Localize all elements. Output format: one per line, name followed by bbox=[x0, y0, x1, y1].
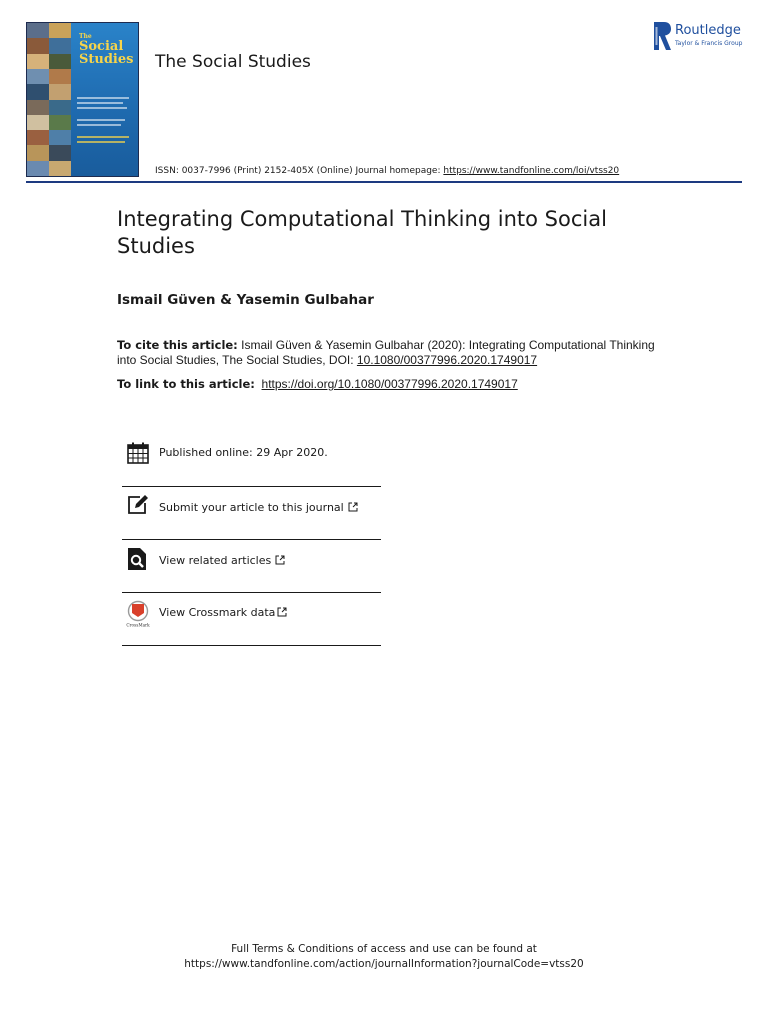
calendar-icon bbox=[126, 441, 150, 465]
cite-doi-link[interactable]: 10.1080/00377996.2020.1749017 bbox=[356, 353, 538, 367]
issn-text: ISSN: 0037-7996 (Print) 2152-405X (Online) Journal homepage: bbox=[155, 166, 444, 176]
publisher-logo[interactable] bbox=[654, 22, 746, 52]
article-link-row bbox=[117, 377, 518, 391]
cite-label: To cite this article: bbox=[117, 338, 238, 352]
published-row bbox=[122, 434, 381, 487]
external-link-icon bbox=[277, 607, 287, 617]
link-label: To link to this article: bbox=[117, 377, 255, 391]
related-articles-row[interactable] bbox=[122, 540, 381, 593]
page-footer bbox=[0, 942, 768, 972]
publisher-name: Routledge bbox=[675, 23, 741, 38]
submit-article-row[interactable] bbox=[122, 487, 381, 540]
cover-title-line1: Social bbox=[79, 39, 124, 54]
routledge-r-icon bbox=[654, 22, 671, 50]
crossmark-logo-text: CrossMark bbox=[126, 622, 150, 628]
issn-line bbox=[155, 166, 619, 176]
crossmark-row[interactable] bbox=[122, 593, 381, 646]
publisher-group: Taylor & Francis Group bbox=[675, 40, 743, 47]
crossmark-link[interactable] bbox=[159, 606, 287, 619]
cover-title-the: The bbox=[79, 33, 92, 40]
cover-text-line bbox=[77, 136, 129, 138]
published-date: Published online: 29 Apr 2020. bbox=[159, 446, 328, 459]
cover-title bbox=[79, 33, 139, 66]
citation-block bbox=[117, 338, 662, 368]
footer-terms-text: Full Terms & Conditions of access and use can be found at bbox=[231, 943, 537, 955]
article-title: Integrating Computational Thinking into Social Studies bbox=[117, 207, 607, 258]
journal-cover bbox=[26, 22, 139, 177]
cover-text-line bbox=[77, 107, 127, 109]
submit-article-link[interactable] bbox=[159, 501, 358, 514]
journal-homepage-link[interactable]: https://www.tandfonline.com/loi/vtss20 bbox=[443, 166, 620, 176]
crossmark-icon bbox=[124, 600, 152, 628]
cover-photo-mosaic bbox=[27, 23, 71, 176]
related-articles-link[interactable] bbox=[159, 554, 285, 567]
cover-text-line bbox=[77, 97, 129, 99]
submit-article-label: Submit your article to this journal bbox=[159, 501, 344, 514]
cover-text-line bbox=[77, 119, 125, 121]
related-articles-label: View related articles bbox=[159, 554, 272, 567]
cover-text-line bbox=[77, 141, 125, 143]
document-search-icon bbox=[126, 547, 150, 571]
footer-terms-url[interactable]: https://www.tandfonline.com/action/journalInformation?journalCode=vtss20 bbox=[184, 958, 584, 970]
external-link-icon bbox=[348, 502, 358, 512]
cover-title-line2: Studies bbox=[79, 52, 134, 67]
cover-text-line bbox=[77, 124, 121, 126]
cite-text: Ismail Güven & Yasemin Gulbahar (2020): Integrating Computational Thinking into Social Studies, The Social Studies, DOI: bbox=[117, 338, 655, 367]
external-link-icon bbox=[275, 555, 285, 565]
article-authors: Ismail Güven & Yasemin Gulbahar bbox=[117, 292, 374, 308]
journal-title: The Social Studies bbox=[155, 52, 311, 72]
crossmark-label: View Crossmark data bbox=[159, 606, 276, 619]
cover-text-line bbox=[77, 102, 123, 104]
edit-icon bbox=[126, 493, 150, 517]
article-doi-link[interactable]: https://doi.org/10.1080/00377996.2020.1749017 bbox=[261, 377, 518, 391]
header-divider bbox=[26, 181, 742, 183]
